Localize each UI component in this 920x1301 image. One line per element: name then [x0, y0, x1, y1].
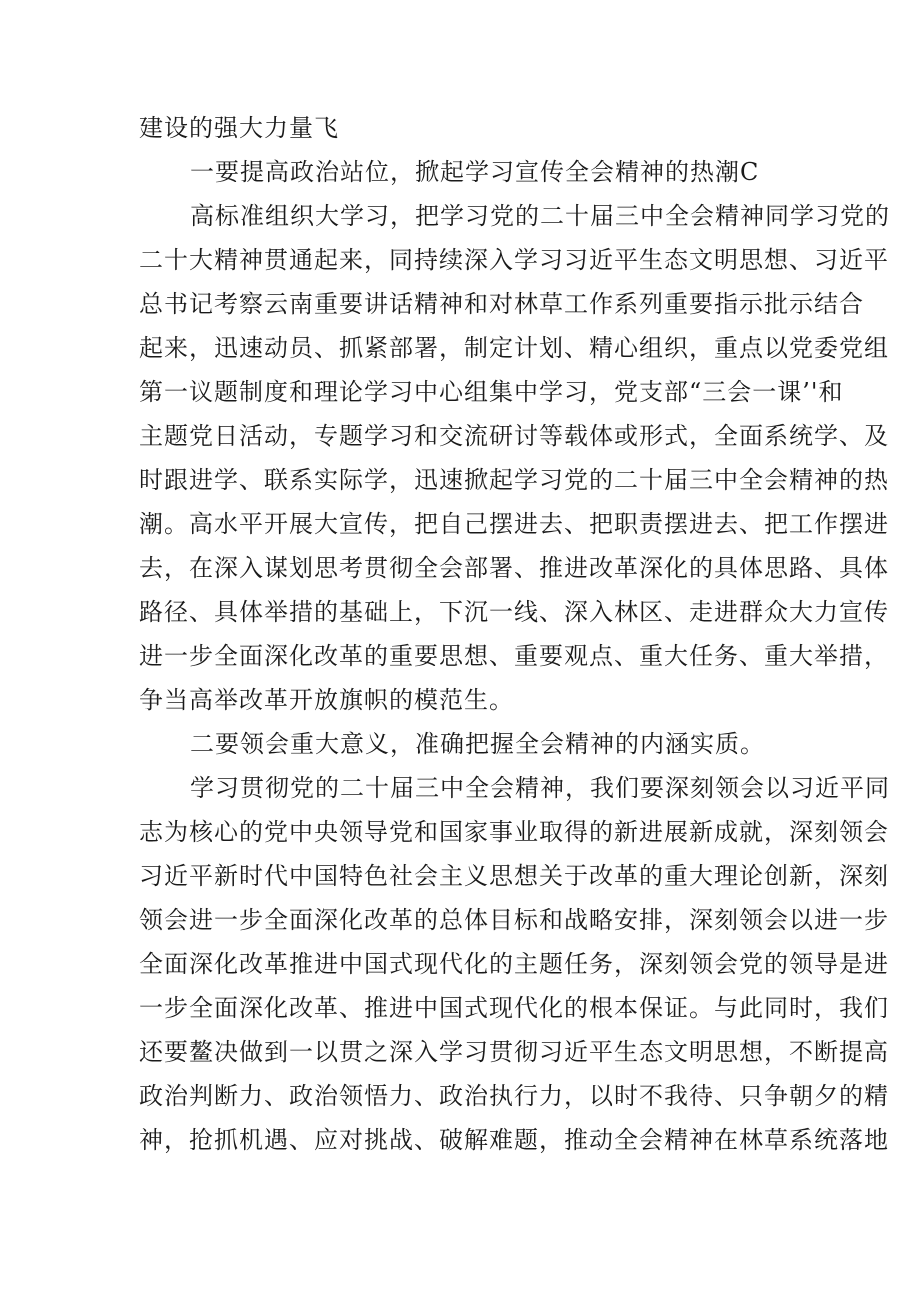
section-heading-1: 一要提高政治站位，掀起学习宣传全会精神的热潮C: [190, 158, 760, 186]
text-line: 争当高举改革开放旗帜的模范生。: [139, 686, 514, 714]
text-line: 主题党日活动，专题学习和交流研讨等载体或形式，全面系统学、及: [139, 422, 889, 450]
text-line: 学习贯彻党的二十届三中全会精神，我们要深刻领会以习近平同: [190, 774, 890, 802]
text-line: 还要鳌决做到一以贯之深入学习贯彻习近平生态文明思想，不断提高: [139, 1038, 889, 1066]
text-line: 进一步全面深化改革的重要思想、重要观点、重大任务、重大举措，: [139, 642, 889, 670]
text-line: 高标准组织大学习，把学习党的二十届三中全会精神同学习党的: [190, 202, 890, 230]
text-line: 起来，迅速动员、抓紧部署，制定计划、精心组织，重点以党委党组: [139, 334, 889, 362]
text-line: 建设的强大力量飞: [139, 114, 339, 142]
text-line: 去，在深入谋划思考贯彻全会部署、推进改革深化的具体思路、具体: [139, 554, 889, 582]
text-line: 一步全面深化改革、推进中国式现代化的根本保证。与此同时，我们: [139, 994, 889, 1022]
section-heading-2: 二要领会重大意义，准确把握全会精神的内涵实质。: [190, 730, 765, 758]
text-line: 总书记考察云南重要讲话精神和对林草工作系列重要指示批示结合: [139, 290, 864, 318]
text-line: 路径、具体举措的基础上，下沉一线、深入林区、走进群众大力宣传: [139, 598, 889, 626]
text-line: 潮。高水平开展大宣传，把自己摆进去、把职责摆进去、把工作摆进: [139, 510, 889, 538]
text-line: 志为核心的党中央领导党和国家事业取得的新进展新成就，深刻领会: [139, 818, 889, 846]
text-line: 神，抢抓机遇、应对挑战、破解难题，推动全会精神在林草系统落地: [139, 1126, 889, 1154]
text-line: 时跟进学、联系实际学，迅速掀起学习党的二十届三中全会精神的热: [139, 466, 889, 494]
text-line: 领会进一步全面深化改革的总体目标和战略安排，深刻领会以进一步: [139, 906, 889, 934]
text-line: 二十大精神贯通起来，同持续深入学习习近平生态文明思想、习近平: [139, 246, 889, 274]
text-line: 习近平新时代中国特色社会主义思想关于改革的重大理论创新，深刻: [139, 862, 889, 890]
text-line: 第一议题制度和理论学习中心组集中学习，党支部“三会一课’'和: [139, 378, 844, 406]
text-line: 政治判断力、政治领悟力、政治执行力，以时不我待、只争朝夕的精: [139, 1082, 889, 1110]
text-line: 全面深化改革推进中国式现代化的主题任务，深刻领会党的领导是进: [139, 950, 889, 978]
